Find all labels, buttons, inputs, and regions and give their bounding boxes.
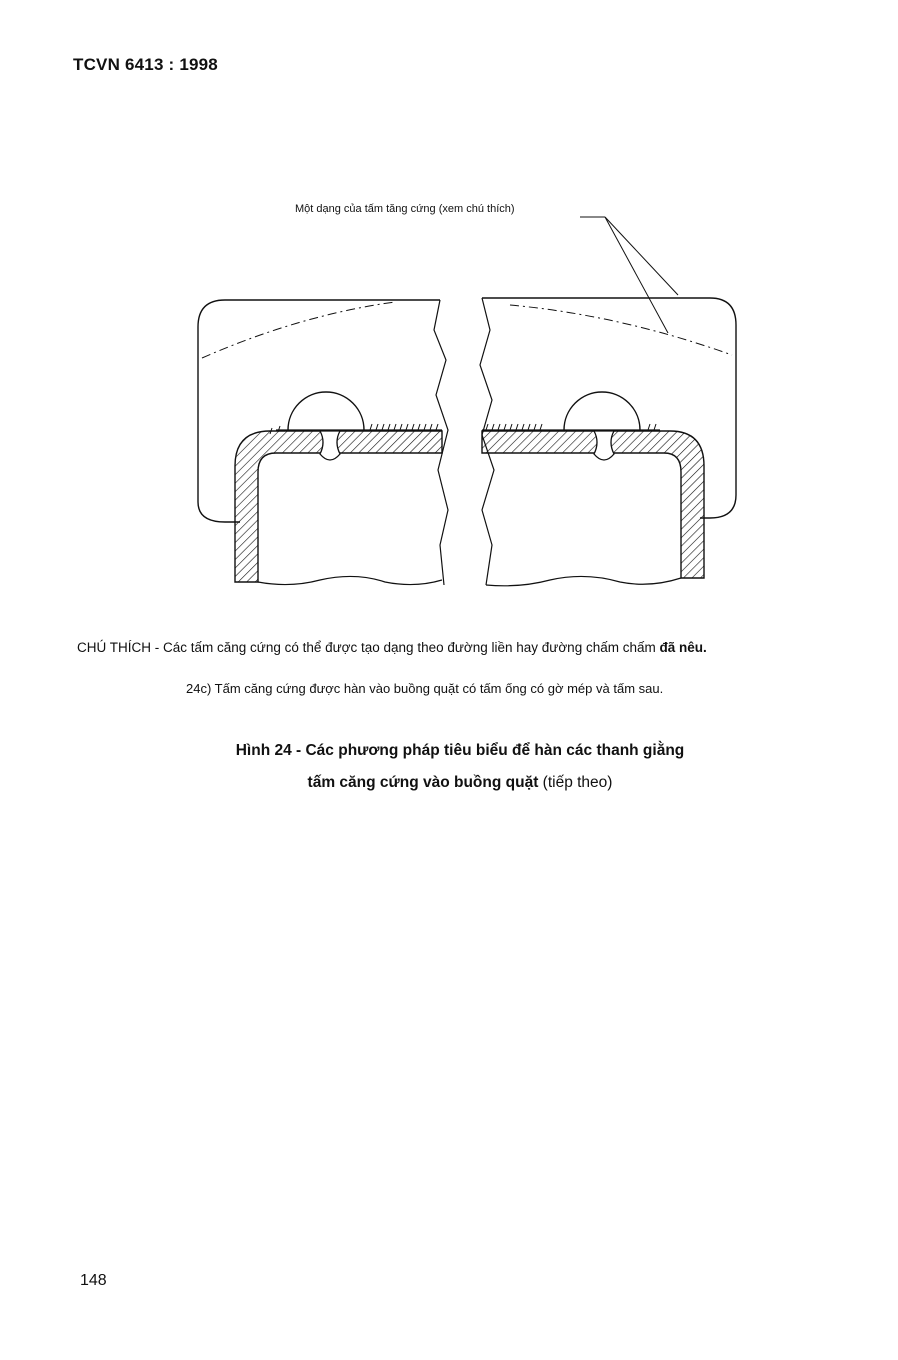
stay-rod-left xyxy=(320,431,340,460)
caption-line-2-normal: (tiếp theo) xyxy=(542,774,613,791)
stiffener-dashed-line-right xyxy=(510,305,732,355)
stay-rod-right xyxy=(594,431,614,460)
document-header: TCVN 6413 : 1998 xyxy=(73,55,218,74)
figure-caption xyxy=(150,735,770,799)
caption-line-2-bold: tấm căng cứng vào buồng quặt xyxy=(307,774,539,791)
page-number: 148 xyxy=(80,1272,107,1289)
weld-bead-right xyxy=(564,392,640,430)
note-text-bold: đã nêu. xyxy=(659,640,707,655)
caption-line-2 xyxy=(150,767,770,799)
note-text: CHÚ THÍCH - Các tấm căng cứng có thể được tạo dạng theo đường liền hay đường chấm chấm xyxy=(77,640,656,655)
technical-drawing xyxy=(180,190,750,600)
callout-label: Một dạng của tấm tăng cứng (xem chú thích) xyxy=(295,203,515,215)
weld-ticks-right xyxy=(486,424,656,430)
weld-bead-left xyxy=(288,392,364,430)
welding-diagram xyxy=(180,190,750,600)
sub-caption: 24c) Tấm căng cứng được hàn vào buồng quặt có tấm ống có gờ mép và tấm sau. xyxy=(186,681,664,696)
flanged-plate-right xyxy=(482,431,704,578)
caption-line-1: Hình 24 - Các phương pháp tiêu biểu để hàn các thanh giằng xyxy=(235,742,685,759)
stiffener-dashed-line-left xyxy=(202,302,395,358)
break-line-bottom-right xyxy=(486,576,681,585)
figure-note xyxy=(77,640,837,655)
break-line-bottom-left xyxy=(258,576,442,584)
leader-line-dashed xyxy=(605,217,668,333)
